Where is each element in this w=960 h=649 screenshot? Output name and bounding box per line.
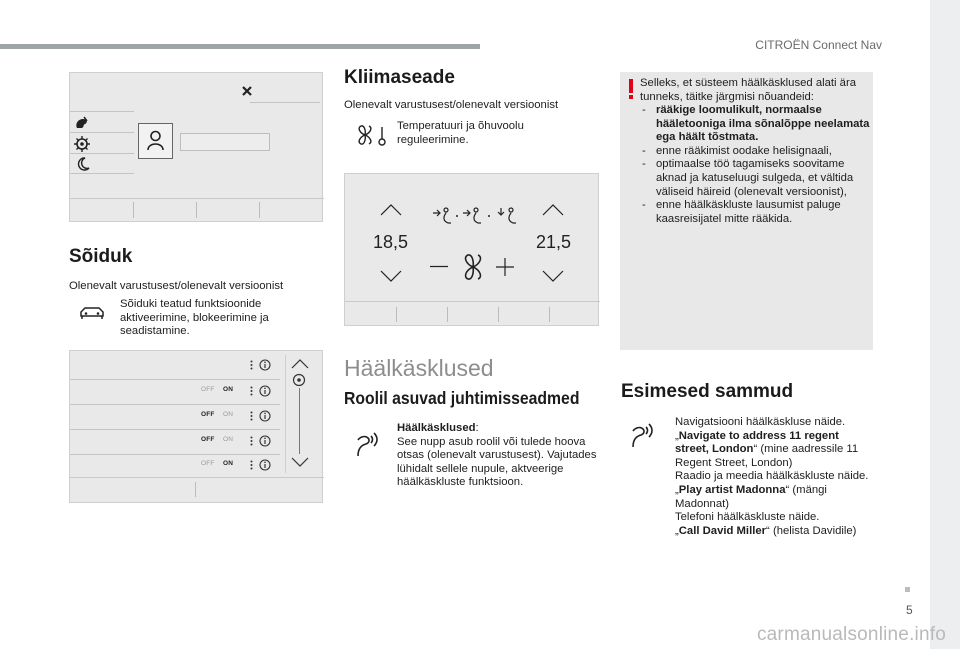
brand-label: CITROËN Connect Nav (755, 38, 882, 52)
climate-screen-mockup (344, 173, 599, 326)
temp-right-up-icon[interactable] (542, 204, 564, 216)
more-options-icon[interactable] (250, 386, 253, 396)
user-profile-icon (139, 124, 172, 158)
phone-example-intro: Telefoni häälkäskluste näide. (675, 511, 820, 524)
vehicle-availability: Olenevalt varustusest/olenevalt versioonist (69, 280, 284, 292)
toggle-on-label: ON (223, 411, 234, 418)
paint-palette-icon (74, 115, 90, 131)
info-icon[interactable] (259, 459, 271, 471)
input-placeholder-bar (180, 133, 270, 151)
warning-exclamation-icon (627, 78, 635, 100)
voice-title: Häälkäsklused (344, 355, 494, 381)
more-options-icon[interactable] (250, 460, 253, 470)
watermark: carmanualsonline.info (756, 624, 946, 645)
advice-item: - enne häälkäskluste lausumist paluge kaasreisijatel mitte rääkida. (642, 199, 841, 225)
climate-availability: Olenevalt varustusest/olenevalt versioonist (344, 99, 559, 111)
toggle-off-label: OFF (201, 386, 215, 393)
temp-left-up-icon[interactable] (380, 204, 402, 216)
temp-left-down-icon[interactable] (380, 270, 402, 282)
toggle-on-label: ON (223, 436, 234, 443)
car-icon (78, 305, 106, 321)
voice-label: Häälkäsklused (397, 422, 476, 434)
voice-description: See nupp asub roolil või tulede hoova otsas (olenevalt varustusest). Vajutades lühidalt sellele nupule, aktveerige häälkäskluste funktsioon. (397, 435, 597, 489)
home-screen-mockup (69, 72, 323, 222)
voice-command-icon (352, 430, 382, 458)
advice-item: - rääkige loomulikult, normaalse hääletooniga ilma sõnalõppe neelamata ega häält tõstmata. (642, 104, 870, 144)
info-icon[interactable] (259, 359, 271, 371)
voice-description-block (397, 422, 597, 490)
toggle-on-label[interactable]: ON (223, 386, 234, 393)
more-options-icon[interactable] (250, 436, 253, 446)
toggle-off-label[interactable]: OFF (201, 436, 215, 443)
page-margin-bar (930, 0, 960, 649)
vehicle-settings-mockup (69, 350, 323, 503)
page-number: 5 (906, 603, 913, 617)
advice-list (640, 104, 872, 226)
climate-title: Kliimaseade (344, 67, 455, 88)
airflow-modes-icon[interactable] (431, 207, 521, 225)
phone-example: „Call David Miller“ (helista Davidile) (675, 524, 857, 537)
vehicle-description: Sõiduki teatud funktsioonide aktiveerimine, blokeerimine ja seadistamine. (120, 298, 269, 338)
climate-fan-thermometer-icon (354, 124, 390, 146)
info-icon[interactable] (259, 410, 271, 422)
advice-item: - optimaalse töö tagamiseks soovitame aknad ja katuseluugi sulgeda, et vältida väliseid häireid (olenevalt versioonist), (642, 158, 854, 198)
media-example-intro: Raadio ja meedia häälkäskluste näide. (675, 470, 869, 483)
temp-right-down-icon[interactable] (542, 270, 564, 282)
toggle-on-label[interactable]: ON (223, 460, 234, 467)
advice-box (620, 72, 873, 350)
toggle-off-label: OFF (201, 460, 215, 467)
more-options-icon[interactable] (250, 360, 253, 370)
night-mode-icon (75, 156, 91, 172)
voice-label-colon: : (475, 422, 479, 434)
continue-marker (905, 587, 910, 592)
media-example: „Play artist Madonna“ (mängi Madonnat) (675, 483, 827, 510)
nav-example-intro: Navigatsiooni häälkäskluse näide. (675, 416, 846, 428)
fan-increase-icon[interactable] (495, 257, 515, 277)
climate-description: Temperatuuri ja õhuvoolu reguleerimine. (397, 120, 524, 146)
scroll-position-icon[interactable] (292, 373, 306, 387)
nav-example: „Navigate to address 11 regent street, London“ (mine aadressile 11 Regent Street, London) (675, 429, 859, 469)
fan-icon (458, 252, 488, 282)
voice-subtitle: Roolil asuvad juhtimisseadmed (344, 388, 580, 408)
voice-command-icon (627, 421, 657, 449)
first-steps-title: Esimesed sammud (621, 381, 794, 402)
first-steps-examples (675, 416, 873, 538)
close-icon (241, 85, 253, 97)
advice-intro: Selleks, et süsteem häälkäsklused alati ära tunneks, täitke järgmisi nõuandeid: (640, 77, 857, 103)
fan-decrease-icon[interactable] (429, 265, 449, 268)
advice-item: - enne rääkimist oodake helisignaali, (642, 144, 832, 157)
vehicle-title: Sõiduk (69, 246, 133, 267)
temperature-left: 18,5 (373, 232, 409, 252)
settings-gear-icon (73, 135, 91, 153)
profile-tile[interactable] (138, 123, 173, 159)
scroll-down-icon[interactable] (291, 457, 309, 467)
temperature-right: 21,5 (536, 232, 572, 252)
more-options-icon[interactable] (250, 411, 253, 421)
toggle-off-label[interactable]: OFF (201, 411, 215, 418)
scroll-up-icon[interactable] (291, 359, 309, 369)
info-icon[interactable] (259, 435, 271, 447)
header-rule (0, 44, 480, 49)
info-icon[interactable] (259, 385, 271, 397)
